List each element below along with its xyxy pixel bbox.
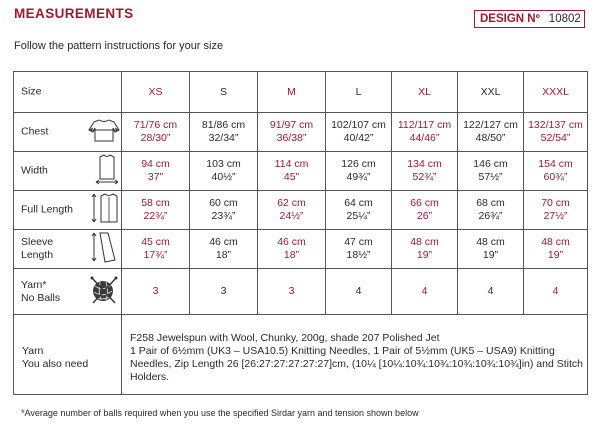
yarn-section-details (122, 315, 588, 395)
cell-s: 3 (190, 269, 258, 315)
measurement-row (14, 269, 588, 315)
cell-l: 126 cm 49¾” (326, 152, 392, 191)
width-measure-icon (92, 153, 122, 189)
page-title: MEASUREMENTS (14, 6, 134, 21)
row-label: Yarn* No Balls (21, 278, 61, 304)
measurements-table (13, 71, 588, 395)
cell-m: 3 (258, 269, 326, 315)
row-label: Sleeve Length (21, 236, 54, 261)
yarn-ball-icon (88, 274, 120, 310)
row-label: Chest (21, 125, 49, 138)
cell-m: 62 cm 24½” (258, 191, 326, 230)
cell-l: 102/107 cm 40/42” (326, 113, 392, 152)
design-label: DESIGN Nº (480, 13, 540, 25)
size-xs: XS (122, 72, 190, 113)
cell-xxl: 122/127 cm 48/50” (458, 113, 524, 152)
row-label: Width (21, 164, 48, 177)
row-label-cell (14, 152, 122, 191)
size-header-row (14, 72, 588, 113)
cell-s: 81/86 cm 32/34” (190, 113, 258, 152)
yarn-section-label (14, 315, 122, 395)
cell-xs: 45 cm 17¾” (122, 230, 190, 269)
cell-xxl: 68 cm 26¾” (458, 191, 524, 230)
cell-l: 64 cm 25¼” (326, 191, 392, 230)
size-xxl: XXL (458, 72, 524, 113)
cell-m: 114 cm 45” (258, 152, 326, 191)
also-need-description: 1 Pair of 6½mm (UK3 – USA10.5) Knitting Needles, 1 Pair of 5½mm (UK5 – USA9) Knitting Needles, Zip Length 26 [26:27:27:27:27:27]cm, (10¼ [10¼:10¾:10¾:10¾:10¾:10¾]in) and Stitch Holders. (130, 344, 583, 383)
cell-xxl: 146 cm 57½” (458, 152, 524, 191)
size-s: S (190, 72, 258, 113)
sleeve-measure-icon (90, 230, 120, 268)
size-xxxl: XXXL (524, 72, 588, 113)
cell-s: 103 cm 40½” (190, 152, 258, 191)
row-label-cell (14, 113, 122, 152)
also-need-label: You also need (22, 357, 89, 370)
size-m: M (258, 72, 326, 113)
cell-xl: 112/117 cm 44/46” (392, 113, 458, 152)
size-label-cell (14, 72, 122, 113)
cell-xxxl: 154 cm 60¾” (524, 152, 588, 191)
cell-xl: 48 cm 19” (392, 230, 458, 269)
size-l: L (326, 72, 392, 113)
length-measure-icon (90, 191, 120, 229)
cell-xs: 3 (122, 269, 190, 315)
footnote: *Average number of balls required when you use the specified Sirdar yarn and tension shown below (21, 408, 419, 418)
cell-xxxl: 4 (524, 269, 588, 315)
chest-measure-icon (86, 117, 122, 147)
measurement-row (14, 152, 588, 191)
row-label: Full Length (21, 203, 73, 216)
cell-xl: 66 cm 26” (392, 191, 458, 230)
row-label-cell (14, 230, 122, 269)
cell-xxl: 4 (458, 269, 524, 315)
size-xl: XL (392, 72, 458, 113)
cell-xs: 58 cm 22¾” (122, 191, 190, 230)
yarn-section-row (14, 315, 588, 395)
cell-xl: 134 cm 52¾” (392, 152, 458, 191)
page-subtitle: Follow the pattern instructions for your size (14, 40, 224, 52)
size-label: Size (21, 85, 42, 98)
row-label-cell (14, 191, 122, 230)
cell-xxxl: 132/137 cm 52/54” (524, 113, 588, 152)
cell-xxxl: 48 cm 19” (524, 230, 588, 269)
cell-xl: 4 (392, 269, 458, 315)
cell-s: 46 cm 18” (190, 230, 258, 269)
cell-xxl: 48 cm 19” (458, 230, 524, 269)
cell-m: 46 cm 18” (258, 230, 326, 269)
cell-xs: 71/76 cm 28/30” (122, 113, 190, 152)
design-number-box (474, 10, 585, 28)
yarn-label: Yarn (22, 344, 44, 357)
design-number: 10802 (548, 13, 581, 25)
measurement-row (14, 113, 588, 152)
cell-m: 91/97 cm 36/38” (258, 113, 326, 152)
measurement-row (14, 230, 588, 269)
row-label-cell (14, 269, 122, 315)
cell-xs: 94 cm 37” (122, 152, 190, 191)
cell-l: 47 cm 18½” (326, 230, 392, 269)
cell-xxxl: 70 cm 27½” (524, 191, 588, 230)
cell-s: 60 cm 23¾” (190, 191, 258, 230)
measurement-rows (14, 113, 588, 315)
measurement-row (14, 191, 588, 230)
cell-l: 4 (326, 269, 392, 315)
yarn-description: F258 Jewelspun with Wool, Chunky, 200g, shade 207 Polished Jet (130, 331, 440, 344)
